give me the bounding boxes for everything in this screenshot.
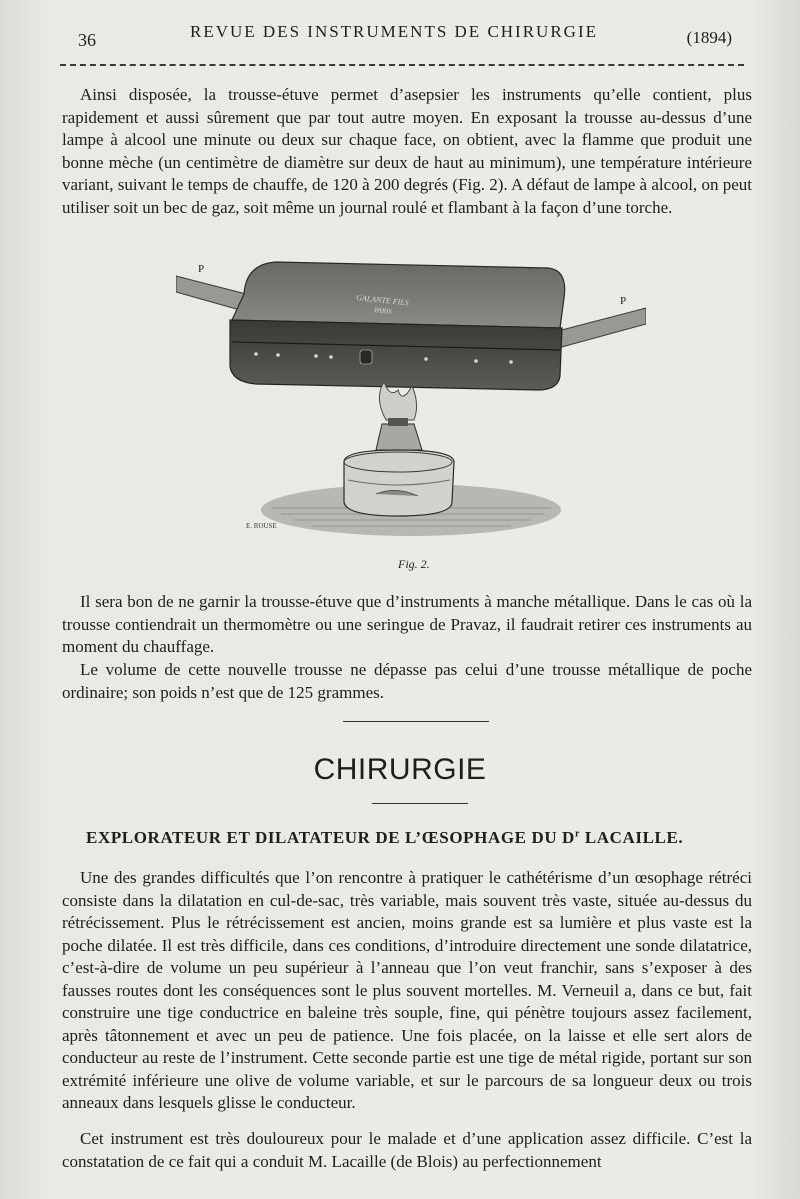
article-title-superscript: r [574,828,580,840]
label-p-right: P [620,295,627,307]
left-strap [176,276,246,310]
lamp-burner [376,424,422,450]
lamp-reservoir [344,450,454,516]
running-header [60,22,740,62]
section-title: CHIRURGIE [313,753,487,786]
label-p-left: P [198,263,205,275]
case-lid [232,262,565,328]
header-rule [60,64,744,66]
paragraph-instruments: Il sera bon de ne garnir la trousse-étuve que d’instruments à manche métallique. Dans le cas où la trousse contiendrait un thermomètre ou une seringue de Pravaz, il faudrait retirer ces instruments au moment du chauffage. [62,592,752,656]
paragraph-intro: Ainsi disposée, la trousse-étuve permet d’asepsier les instruments qu’elle contient, plus rapidement et aussi sûrement que par tout autre moyen. En exposant la trousse au-dessus d’une lampe à alcool une minute ou deux sur chaque face, on obtient, avec la flamme que produit une bonne mèche (un centimètre de diamètre sur deux de haut au minimum), une température intérieure variant, suivant le temps de chauffe, de 120 à 200 degrés (Fig. 2). A défaut de lampe à alcool, on peut utiliser soit un bec de gaz, soit même un journal roulé et flambant à la façon d’une torche. [62,85,752,217]
article-title [86,828,766,848]
case-engraving-city: PARIS [373,306,393,316]
running-title: REVUE DES INSTRUMENTS DE CHIRURGIE [190,22,598,41]
case-engraving-maker: GALANTE FILS [355,293,410,308]
article-title-text: EXPLORATEUR ET DILATATEUR DE L’ŒSOPHAGE DU D [86,828,575,847]
header-year: (1894) [686,28,732,47]
section-separator-top [343,721,489,722]
paragraph-article-continued: Cet instrument est très douloureux pour le malade et d’une application assez difficile. C’est la constatation de ce fait qui a conduit M. Lacaille (de Blois) au perfectionnement [62,1129,752,1171]
right-strap [554,308,646,348]
paragraph-volume: Le volume de cette nouvelle trousse ne dépasse pas celui d’une trousse métallique de poche ordinaire; son poids n’est que de 125 grammes. [62,660,752,702]
trousse-etuve-engraving [176,258,646,558]
article-title-end: LACAILLE. [579,828,684,847]
engraver-signature: E. ROUSE [246,522,277,530]
page-number: 36 [78,30,96,50]
lamp-wick-holder [388,418,408,426]
figure-caption: Fig. 2. [398,557,430,571]
case-latch [360,350,372,364]
figure-2-illustration [176,258,646,558]
section-separator-bottom [372,803,468,804]
paragraph-article-body: Une des grandes difficultés que l’on rencontre à pratiquer le cathétérisme d’un œsophage rétréci consiste dans la dilatation en cul-de-sac, très variable, mais souvent très vaste, située au-dessus du rétrécissement. Plus le rétrécissement est ancien, moins grande est sa lumière et plus vaste est la poche dilatée. Il est très difficile, dans ces conditions, d’introduire directement une sonde dilatatrice, c’est-à-dire de volume un peu supérieur à l’anneau que l’on veut franchir, sans s’exposer à des fausses routes dont les conséquences sont le plus souvent mortelles. M. Verneuil a, dans ce but, fait construire une tige conductrice en baleine très souple, fine, qui pénètre toujours assez facilement, après tâtonnement et avec un peu de patience. Une fois placée, on la laisse et elle sert alors de conducteur au reste de l’instrument. Cette seconde partie est une tige de métal rigide, portant sur son extrémité inférieure une olive de volume variable, et sur le parcours de sa longueur deux ou trois anneaux dans lesquels glisse le conducteur. [62,868,752,1112]
flame [379,382,416,420]
